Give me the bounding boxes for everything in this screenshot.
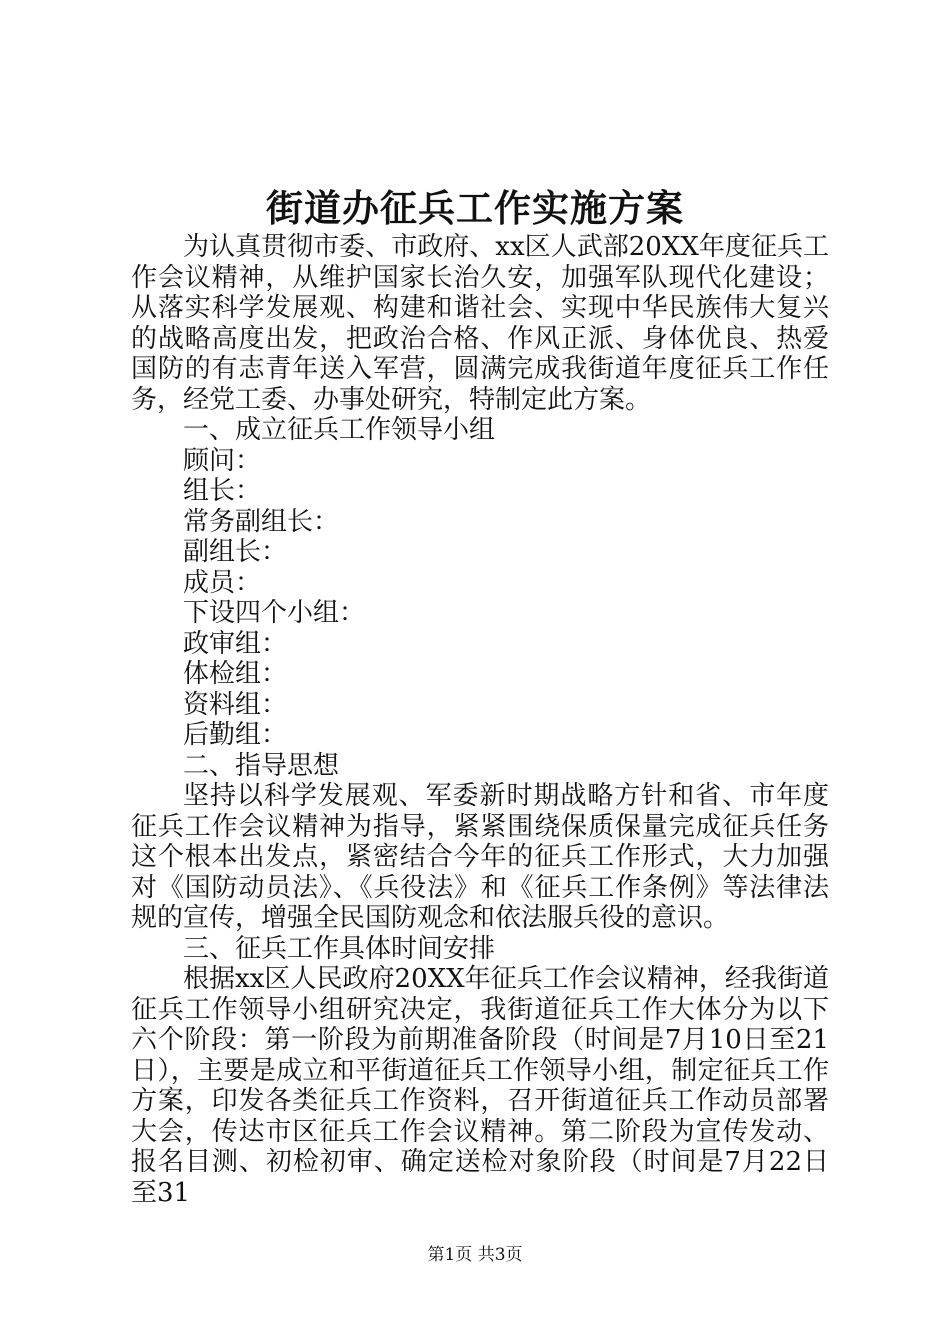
section-heading-guiding-ideology: 二、指导思想 — [183, 750, 340, 781]
subgroup-political-review: 政审组： — [183, 628, 288, 659]
document-body — [131, 232, 829, 1208]
subgroups-intro: 下设四个小组： — [183, 598, 366, 628]
role-line-executive-deputy: 常务副组长： — [183, 506, 340, 537]
subgroup-logistics: 后勤组： — [183, 720, 288, 750]
role-line-members: 成员： — [183, 567, 262, 598]
guiding-ideology-paragraph: 坚持以科学发展观、军委新时期战略方针和省、市年度征兵工作会议精神为指导，紧紧围绕保质保量完成征兵任务这个根本出发点，紧密结合今年的征兵工作形式，大力加强对《国防动员法》、《兵役法》和《征兵工作条例》等法律法规的宣传，增强全民国防观念和依法服兵役的意识。 — [131, 781, 829, 933]
role-line-advisor: 顾问： — [183, 445, 262, 476]
intro-paragraph: 为认真贯彻市委、市政府、xx区人武部20XX年度征兵工作会议精神，从维护国家长治久安，加强军队现代化建设；从落实科学发展观、构建和谐社会、实现中华民族伟大复兴的战略高度出发，把政治合格、作风正派、身体优良、热爱国防的有志青年送入军营，圆满完成我街道年度征兵工作任务，经党工委、办事处研究，特制定此方案。 — [131, 232, 829, 415]
subgroup-physical-exam: 体检组： — [183, 659, 288, 689]
subgroup-materials: 资料组： — [183, 689, 288, 720]
document-title: 街道办征兵工作实施方案 — [266, 186, 684, 230]
role-line-deputy: 副组长： — [183, 537, 288, 567]
section-heading-leadership-group: 一、成立征兵工作领导小组 — [183, 415, 496, 445]
section-heading-schedule: 三、征兵工作具体时间安排 — [183, 933, 496, 964]
page-footer: 第1页 共3页 — [427, 1245, 523, 1265]
schedule-paragraph: 根据xx区人民政府20XX年征兵工作会议精神，经我街道征兵工作领导小组研究决定，我街道征兵工作大体分为以下六个阶段：第一阶段为前期准备阶段（时间是7月10日至21日），主要是成立和平街道征兵工作领导小组，制定征兵工作方案，印发各类征兵工作资料，召开街道征兵工作动员部署大会，传达市区征兵工作会议精神。第二阶段为宣传发动、报名目测、初检初审、确定送检对象阶段（时间是7月22日至31 — [131, 964, 829, 1208]
role-line-leader: 组长： — [183, 476, 262, 506]
